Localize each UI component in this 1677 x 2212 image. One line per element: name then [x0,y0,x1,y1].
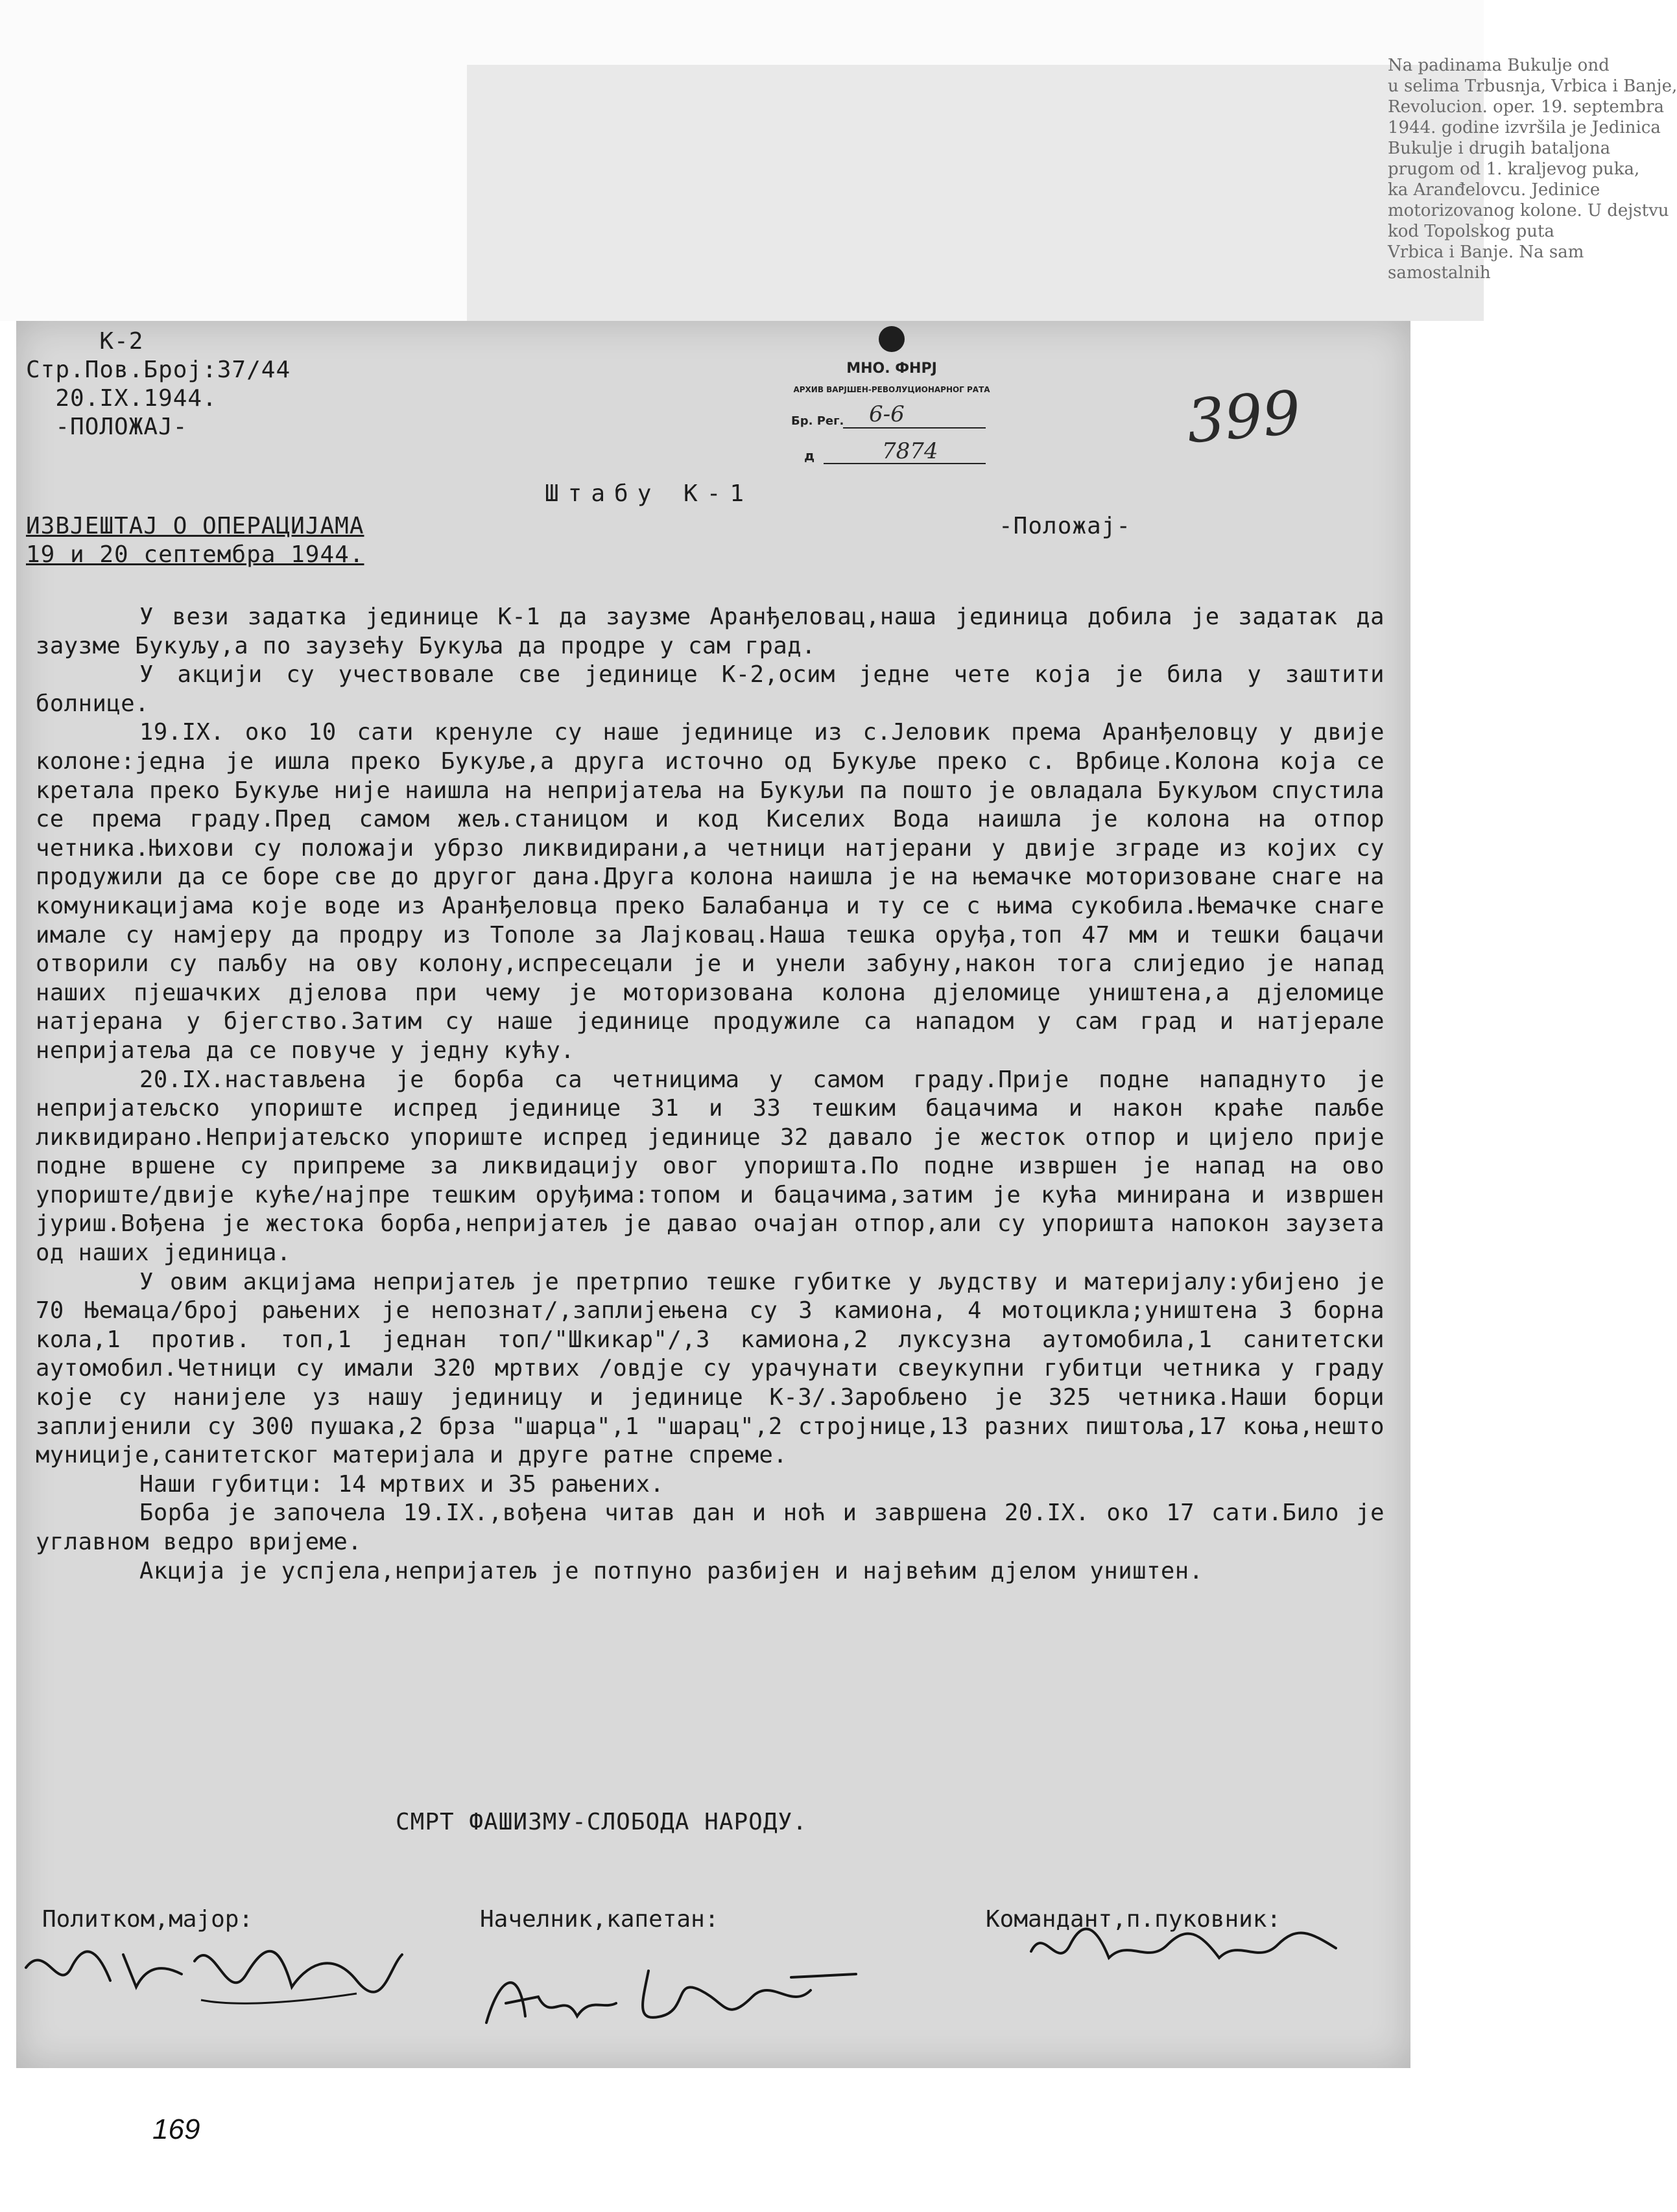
report-body [36,603,1385,1586]
report-title-line: 19 и 20 септембра 1944. [26,541,364,568]
signature-komandant [1025,1912,1349,1984]
addressee-heading: Штабу К-1 [545,480,754,507]
closing-slogan: СМРТ ФАШИЗМУ-СЛОБОДА НАРОДУ. [396,1809,807,1835]
signature-label-komandant: Командант,п.пуковник: [986,1906,1281,1933]
location-label: -Положај- [999,513,1132,539]
report-title-line: ИЗВЈЕШТАЈ О ОПЕРАЦИЈАМА [26,513,364,539]
signature-label-politkom: Политком,мајор: [42,1906,254,1933]
archive-stamp [772,321,1012,483]
stamp-num-value: 7874 [882,438,938,464]
stamp-reg-label: Бр. Рег. [791,414,844,428]
reference-line: 20.IX.1944. [26,385,217,412]
reference-line: -ПОЛОЖАЈ- [26,414,188,440]
signature-label-nacelnik: Начелник,капетан: [480,1906,719,1933]
archive-number-handwritten: 399 [1183,377,1303,457]
body-paragraph: 20.IX.настављена је борба са четницима у самом граду.Прије подне нападнуто је непријатељско упориште испред јединице 31 и 33 тешким бацачима и након краће паљбе ликвидирано.Непријатељско упориште испред јединице 32 давало је жесток отпор и цијело прије подне вршене су припреме за ликвидацију овог упоришта.По подне извршен је напад на ово упориште/двије куће/најпре тешким оруђима:топом и бацачима,затим је кућа минирана и извршен јуриш.Вођена је жестока борба,непријатељ је давао очајан отпор,али су упоришта напокон заузета од наших јединица. [36,1066,1385,1267]
body-paragraph: 19.IX. око 10 сати кренуле су наше јединице из с.Јеловик према Аранђеловцу у двије колоне:једна је ишла преко Букуље,а друга источно од Букуље преко с. Врбице.Колона која се кретала преко Букуље није наишла на непријатеља на Букуљи па пошто је овладала Букуљом спустила се према граду.Пред самом жељ.станицом и код Киселих Вода наишла је колона на отпор четника.Њихови су положаји убрзо ликвидирани,а четници натјерани у двије зграде из којих су продужили да се боре све до другог дана.Друга колона наишла је на њемачке моторизоване снаге на комуникацијама које воде из Аранђеловца преко Балабанџа и ту се с њима сукобила.Њемачке снаге имале су намјеру да продру из Тополе за Лајковац.Наша тешка оруђа,топ 47 мм и тешки бацачи отворили су паљбу на ову колону,испресецали је и унели забуну,након тога слиједио је напад наших пјешачких дјелова при чему је моторизована колона дјеломице уништена,а дјеломице натјерана у бјегство.Затим су наше јединице продужиле са нападом у сам град и натјерале непријатеља да се повуче у једну кућу. [36,719,1385,1064]
page-number: 169 [152,2113,200,2145]
stamp-line2: АРХИВ ВАРЈШЕН-РЕВОЛУЦИОНАРНОГ РАТА [793,385,990,394]
previous-page-photo [467,65,1484,321]
stamp-num-label: д [804,448,815,464]
stamp-reg-value: 6-6 [869,401,905,427]
stamp-line1: МНО. ФНРЈ [846,360,937,377]
body-paragraph: У овим акцијама непријатељ је претрпио тешке губитке у људству и материјалу:убијено је 70 Њемаца/број рањених је непознат/,заплијењена су 3 камиона, 4 мотоцикла;уништена 3 борна кола,1 против. топ,1 једнан топ/"Шкикар"/,3 камиона,2 луксузна аутомобила,1 санитетски аутомобил.Четници су имали 320 мртвих /овдје су урачунати свеукупни губитци четника у граду које су нанијеле уз нашу јединицу и јединице К-3/.Заробљено је 325 четника.Наши борци заплијенили су 300 пушака,2 брза "шарца",1 "шарац",2 стројнице,13 разних пиштоља,17 коња,нешто муниције,санитетског материјала и друге ратне спреме. [36,1268,1385,1469]
reference-line: К-2 [26,328,144,355]
signature-nacelnik [480,1951,869,2042]
report-title [26,512,364,569]
body-paragraph: Борба је започела 19.IX.,вођена читав дан и ноћ и завршена 20.IX. око 17 сати.Било је углавном ведро вријеме. [36,1500,1385,1555]
signature-politkom [19,1929,409,2026]
body-paragraph: У вези задатка јединице К-1 да заузме Аранђеловац,наша јединица добила је задатак да заузме Букуљу,а по заузећу Букуља да продре у сам град. [36,604,1385,659]
previous-page-column-text: Na padinama Bukulje ond u selima Trbusnja, Vrbica i Banje, Revolucion. oper. 19. septembra 1944. godine izvršila je Jedinica Bukulje i drugih bataljona prugom od 1. kraljevog puka, ka Aranđelovcu. Jedinice motorizovanog kolone. U dejstvu kod Topolskog puta Vrbica i Banje. Na sam samostalnih [1388,56,1677,283]
body-paragraph: Наши губитци: 14 мртвих и 35 рањених. [139,1470,665,1498]
body-paragraph: У акцији су учествовале све јединице К-2,осим једне чете која је била у заштити болнице. [36,661,1385,717]
body-paragraph: Акција је успјела,непријатељ је потпуно разбијен и највећим дјелом уништен. [139,1557,1204,1584]
stamp-emblem-icon [879,326,905,352]
reference-block [26,327,291,441]
reference-line: Стр.Пов.Број:37/44 [26,357,291,383]
